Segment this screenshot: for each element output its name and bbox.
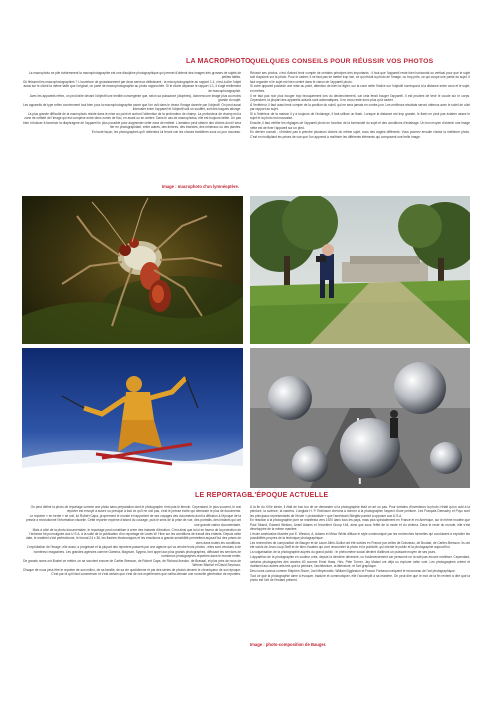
caption-macrophoto: Image : macrophoto d'un lymnéoptère. — [161, 184, 239, 189]
paragraph: La macrophoto se plie évidemment la macrophotographie est une discipline photographique qui permet d'obtenir des images très grosses de sujets de petites tailles. — [28, 71, 241, 80]
paragraph: En dernier conseil : n'hésitez pas à prendre plusieurs clichés du même sujet, sous des angles différents. Vous pourrez ensuite choisir la meilleure photo. C'est en multipliant les prises de vue que l'on apprend à maîtriser les différents éléments qui composent une belle image. — [250, 130, 470, 139]
reportage-body — [22, 505, 241, 613]
paragraph: L'apparition de la photographie en couleur créa, depuis la dernière décennie, un bouleversement car personne ne la sait pas encore maîtriser. Cependant, certains photographes des années 60 comme Ernst Haas, Hiro, Pete Turner, Jay Maisel ont déjà su explorer cette voie. Les photographes créent et rivalisent aux autres arts tels que la peinture, l'architecture, la littérature, et l'art graphique. — [250, 555, 470, 568]
paragraph: Il ne faut pas non plus bouger trop brusquement lors du déclenchement, car cela ferait bouger l'appareil. Il est prudent de tenir le coude sur le corps. Cependant, la plupart des appareils actuels sont automatiques. Il ne vous reste donc plus qu'à cadrer. — [250, 93, 470, 102]
insect-photo — [22, 196, 243, 344]
heading-reportage: LE REPORTAGE — [195, 492, 253, 499]
paragraph: En réaction à la photographie pure se manifesta vers 1920 dans tous les pays, mais plus spécialement en France et en Amérique, sur le même modèle que Paul Strand, Edward Weston, Ansel Adams et l'excellent Group f.64, ainsi que sous l'effet de la mode et du cinéma. Dans le reste du monde, elle s'est développée de la même manière. — [250, 518, 470, 532]
paragraph: Chaque de nous peut être le reporter de son milieu, de sa famille, de sa vie quotidienne et par des séries de photos devenir le chroniqueur de son époque. C'est par là qu'il faut commencer et c'est certain que c'est de ces expériences que naîtra demain une nouvelle génération de reporters. — [22, 568, 241, 577]
paragraph: On peut définir la photo de reportage comme une photo sans préparation dont le photographe n'est pas le témoin. Cependant, le plus souvent, le vrai reporter est envoyé à suivre ou presque à tout ce qu'il ne voit pas, c'est le presse écrite qui demande le plus de documents. — [30, 505, 241, 514]
paragraph: Avec les appareils reflex, on peut faire devant l'objectif une lentille convergente que, selon sa puissance (dioptries), donnera une image plus au moins grande du sujet. — [29, 93, 241, 102]
caption-composition: Image : photo-composition de Bauger. — [250, 642, 327, 647]
paragraph: Où finissent les macrophotographies ? L'ouverture de grossissement par deux serveux définissent : la microphotographie au rapport 1:1, c'est-à-dire l'objet aussi sur le cliché la même taille que l'original, on parle de macrophotographie au photo rapprochée. Si le cliché dépasse le rapport 1:1, il s'agit réellement de macrophotographie. — [22, 80, 241, 93]
park-photo — [250, 196, 470, 344]
paragraph: À l'extérieur, il faut aussi tenir compte de la position du soleil, qui ne sera jamais en contre-jour. Les meilleurs résultats seront obtenus avec le soleil de côté par rapport au sujet. — [250, 102, 470, 112]
paragraph: L'exploitation de l'image, elle aussi, a progressé et la plupart des reporters passent par une agence qui va vendre leurs photos : elles sont vendues à de nombreux magazines. Les grandes agences comme Gamma, Magnum, Sygma, font appel aux plus grands photographes, diffusant les services de nombreux photographes-reporters dans le monde entier. — [26, 545, 241, 559]
macrophoto-body — [22, 71, 241, 183]
paragraph: Tout ce que la photographie aime à évoquer, traduire et communiquer, elle l'accomplit à sa manière. On peut dire que le mot de la fin revient à dire que la photo est l'art de l'instant présent. — [250, 573, 470, 582]
paragraph: Les appareils de type reflex conviennent tout bien pour la macrophotographie parce que l'on voit dans le viseur l'image donnée par l'objectif. On peut aussi intercaler entre l'appareil et l'objectif soit un soufflet, soit des bagues allonge. — [22, 102, 241, 112]
skier-photo — [22, 348, 243, 488]
paragraph: Les recherches de composition de Bauger et de Laure Albin-Guillot ont été suivies en France par celles de Doisneau, de Boubat, de Cartier-Bresson. Ils ont été suivis de Jean-Loup Sieff et de bien d'autres qui vont renouveler la photo et la publicité, qui oriente le public et la photographie aujourd'hui. — [250, 541, 470, 550]
paragraph: Réussir ses photos, c'est d'abord tenir compte de certains principes très importants : il faut que l'appareil reste bien horizontal ou vertical pour que le sujet soit d'aplomb sur la photo. Pour le cadrer, il ne faut pas se mettre trop loin, ce qui réduit la photo de l'image, ou trop près, ce qui coupe une partie du sujet. Il faut regarder si le sujet est bien centré dans le viseur de l'appareil photo. — [250, 71, 470, 84]
paragraph: À la fin du XIXe siècle, il était de bon ton de se demander si la photographie était un art ou pas. Pour certains d'inventeurs la photo n'était qu'un outil à la peinture, la science, la caméra. L'anglais H. P. Robinson chercha à donner à la photographie l'aspect d'une peinture. Les Français Demachy et Puyo sont les principaux représentants de l'école « pictorialiste » que l'américain Stieglitz parvint à opposer aux U.S.A. — [250, 505, 470, 518]
heading-macrophoto: LA MACROPHOTO — [186, 58, 251, 65]
conseils-body — [250, 71, 470, 191]
paragraph: En toute façon, les photographes qu'il obtiendra lui feront voir les choses familières sous un jour nouveau. — [91, 129, 241, 134]
heading-conseils: QUELQUES CONSEILS POUR RÉUSSIR VOS PHOTOS — [250, 58, 434, 65]
heading-epoque: L'ÉPOQUE ACTUELLE — [250, 492, 329, 499]
paragraph: Des noms connus comme Stephen Shore, Joel Meyerowitz, William Eggleston et Franco Fontana marquent le renouveau de l'art photographique. — [250, 568, 456, 573]
epoque-body — [250, 505, 470, 638]
paragraph: De grands noms ont illustré ce métier, on se souvient encore de Cartier Bresson, de Robert Capa, de Richard Avedon, de Brassaï, et plus près de nous de Werner Bischof et David Seymour. — [23, 558, 241, 568]
composition-photo — [250, 348, 470, 488]
paragraph: Le reporter « en herbe » se voit, lui Robert Capa, proprement le monde et rapportent de ses voyages des documents dont la diffusion à l'époque de la presse a révolutionné l'information visuelle. Cette reporter exprime d'abord du courage, puis le sens de la prise de vue, des portraits, des instants qui ont une grande valeur documentaire. — [25, 514, 241, 527]
paragraph: Ensuite, il faut vérifier les réglages de l'appareil photo en fonction de la luminosité du sujet et des conditions d'éclairage. Un bon moyen d'obtenir une image nette est de fixer l'appareil sur un pied. — [250, 121, 470, 130]
paragraph: Mais à côté de la photo documentaire, le reportage peut constituer à créer des instants d'émotion. C'est ainsi que la loi en faveur de la protection de l'enfance fut promulguée aux U.S.A. à la suite de la publication d'un reportage de Lewis W. Hine sur les conditions de travail des enfants. Depuis cette date, le matériel s'est perfectionné, le format 24 x 36, les flashes électroniques et les émulsions à grande sensibilité permettent aujourd'hui des prises de vues dans toutes les conditions. — [25, 527, 241, 545]
paragraph: Si votre appareil possède une mise au point, attention de bien la régler, sur la zone nette l'indice sur l'objectif correspond à la distance entre vous et le sujet, en mètres. — [250, 84, 470, 93]
paragraph: La vulgarisation de la photographie auprès du grand public : le phénomène social devient d'ailleurs un puissant moyen de ses jours. — [250, 550, 436, 555]
paragraph: La plus grande difficulté de la macrophoto réside dans le mise au point et surtout l'obtention de la profondeur de champ. La profondeur de champ est la zone de netteté de l'image qui est comprise entre deux zones de flou, en avant ou en arrière. Dans le cas de macrophotos, elle est toujours faible. Un pas bien s'évaluer à favoriser la diaphragme de l'appareil le plus possible pour augmenter cette zone de netteté. L'amateur peut obtenir des clichés dont il sera fier en photographiant, entre autres, des timbres, des insectes, des minéraux ou des plantes. — [23, 112, 241, 129]
paragraph: L'école américaine illustrée par E. Weston, A. Adams et Minor White diffuse le style communiqué par les recherches formelles qui conduisent à exploiter les possibilités propres de la technique photographique. — [250, 531, 470, 541]
paragraph: Si à l'intérieur de la maison il y a toujours de l'éclairage, il faut utiliser un flash. Lorsque la distance est trop grande, le flash ne peut pas éclairer assez le sujet et la photo est mauvaise. — [250, 112, 470, 121]
